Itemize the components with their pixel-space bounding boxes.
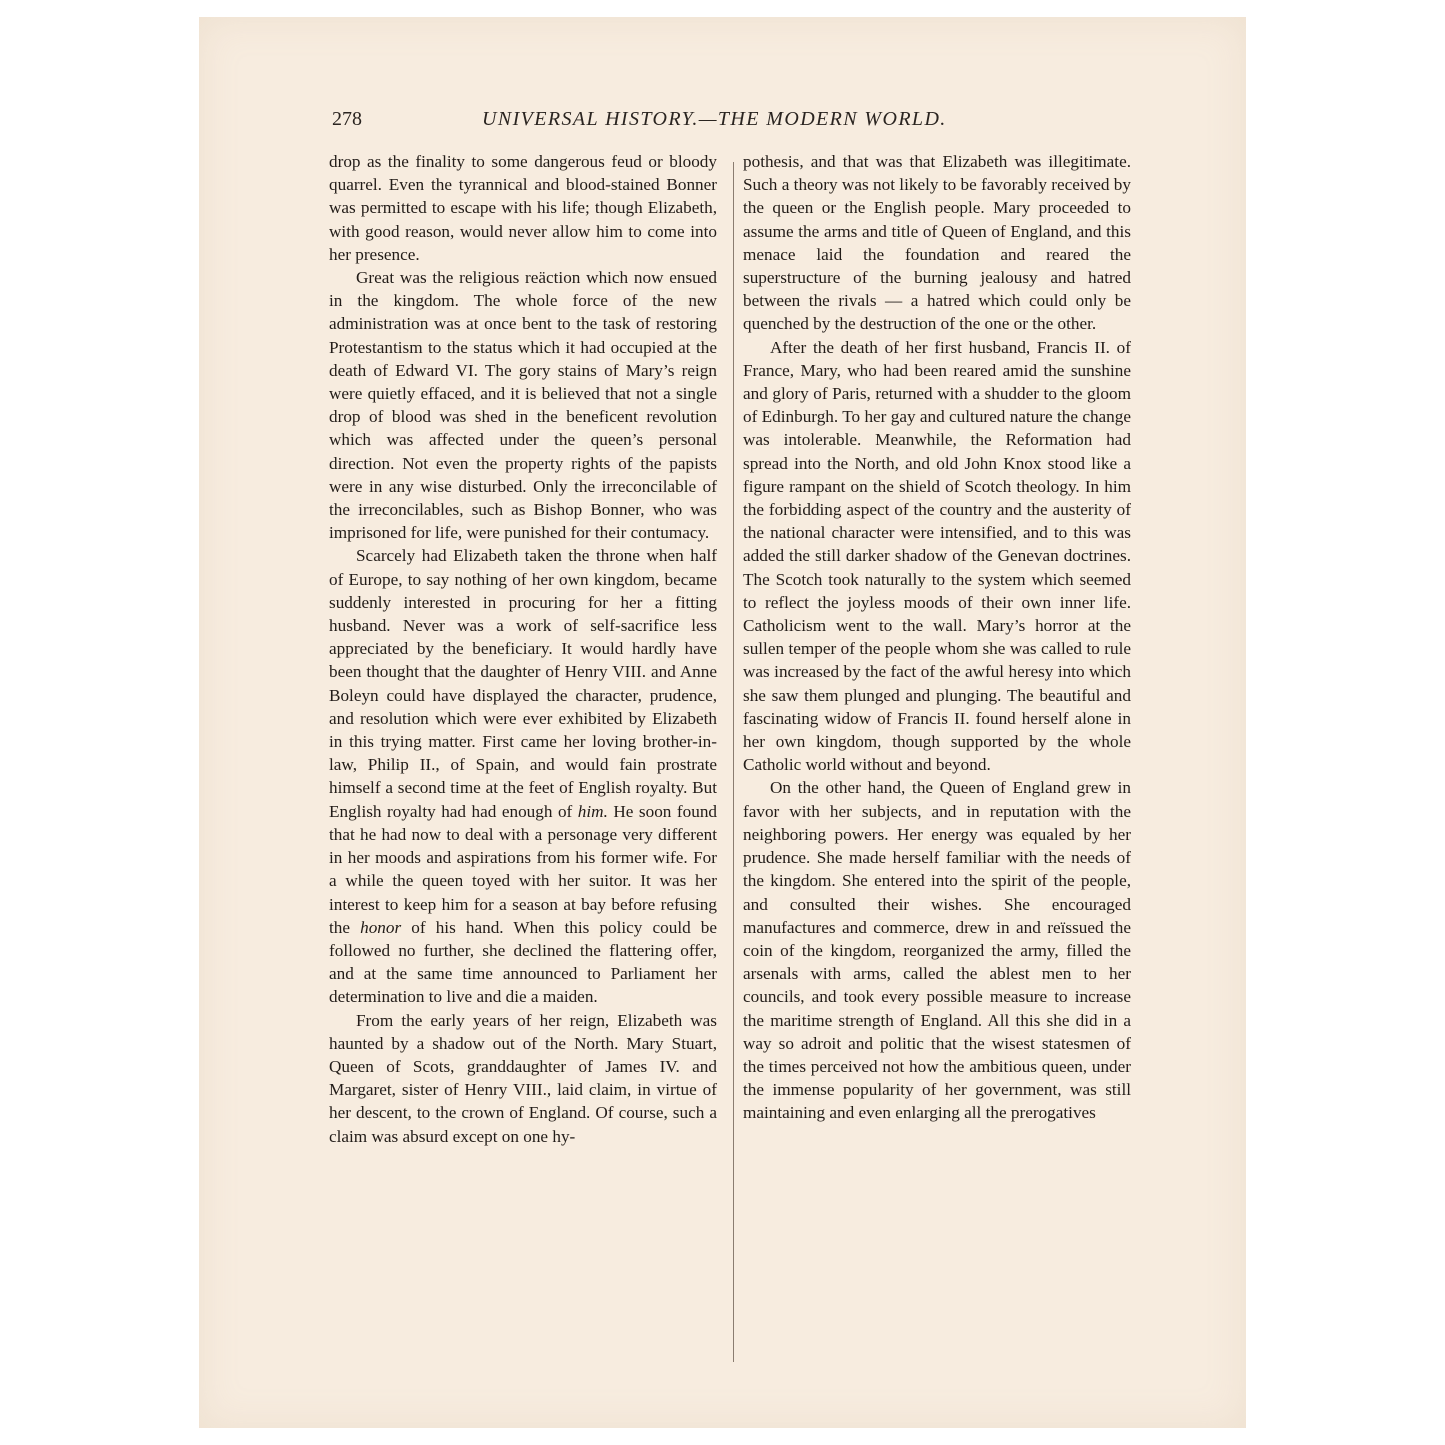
paragraph: Great was the religious reäction which now ensued in the kingdom. The whole force of the new administration was at once bent to the task of restoring Protestantism to the status which it had occupied at the death of Edward VI. The gory stains of Mary’s reign were quietly effaced, and it is believed that not a single drop of blood was shed in the beneficent revolution which was affected under the queen’s personal direction. Not even the property rights of the papists were in any wise disturbed. Only the irreconcilable of the irreconcilables, such as Bishop Bonner, who was imprisoned for life, were punished for their contumacy. — [329, 268, 717, 543]
paragraph: On the other hand, the Queen of England grew in favor with her subjects, and in reputation with the neighboring powers. Her energy was equaled by her prudence. She made herself familiar with the needs of the kingdom. She entered into the spirit of the people, and consulted their wishes. She encouraged manufactures and commerce, drew in and reïssued the coin of the kingdom, reorganized the army, filled the arsenals with arms, called the ablest men to her councils, and took every possible measure to increase the maritime strength of England. All this she did in a way so adroit and politic that the wisest statesmen of the times perceived not how the ambitious queen, under the immense popularity of her government, was still maintaining and even enlarging all the prerogatives — [743, 778, 1131, 1123]
running-title: UNIVERSAL HISTORY.—THE MODERN WORLD. — [482, 108, 947, 130]
paragraph-text: Scarcely had Elizabeth taken the throne when half of Europe, to say nothing of her own kingdom, became suddenly interested in procuring for her a fitting husband. Never was a work of self-sacrifice less appreciated by the beneficiary. It would hardly have been thought that the daughter of Henry VIII. and Anne Boleyn could have displayed the character, prudence, and resolution which were ever exhibited by Elizabeth in this trying matter. First came her loving brother-in-law, Philip II., of Spain, and would fain prostrate himself a second time at the feet of English royalty. But English royalty had had enough of — [329, 546, 717, 821]
paragraph: After the death of her first husband, Francis II. of France, Mary, who had been reared amid the sunshine and glory of Paris, returned with a shudder to the gloom of Edinburgh. To her gay and cultured nature the change was intolerable. Meanwhile, the Reformation had spread into the North, and old John Knox stood like a figure rampant on the shield of Scotch theology. In him the forbidding aspect of the country and the austerity of the national character were intensified, and to this was added the still darker shadow of the Genevan doctrines. The Scotch took naturally to the system which seemed to reflect the joyless moods of their own inner life. Catholicism went to the wall. Mary’s horror at the sullen temper of the people whom she was called to rule was increased by the fact of the awful heresy into which she saw them plunged and plunging. The beautiful and fascinating widow of Francis II. found herself alone in her own kingdom, though supported by the whole Catholic world without and beyond. — [743, 337, 1131, 775]
left-column — [329, 150, 717, 1148]
italic-text: honor — [360, 917, 402, 937]
paragraph: drop as the finality to some dangerous feud or bloody quarrel. Even the tyrannical and blood-stained Bonner was permitted to escape with his life; though Elizabeth, with good reason, would never allow him to come into her presence. — [329, 152, 717, 264]
page-number: 278 — [332, 108, 362, 130]
italic-text: him. — [577, 801, 608, 821]
paragraph-text: of his hand. When this policy could be followed no further, she declined the flattering offer, and at the same time announced to Parliament her determination to live and die a maiden. — [329, 917, 718, 1007]
paragraph — [329, 544, 717, 1008]
paragraph: pothesis, and that was that Elizabeth was illegitimate. Such a theory was not likely to be favorably received by the queen or the English people. Mary proceeded to assume the arms and title of Queen of England, and this menace laid the foundation and reared the superstructure of the burning jealousy and hatred between the rivals — a hatred which could only be quenched by the destruction of the one or the other. — [743, 152, 1131, 334]
book-page — [199, 17, 1246, 1428]
page-header — [332, 108, 1144, 138]
paragraph: From the early years of her reign, Elizabeth was haunted by a shadow out of the North. Mary Stuart, Queen of Scots, granddaughter of James IV. and Margaret, sister of Henry VIII., laid claim, in virtue of her descent, to the crown of England. Of course, such a claim was absurd except on one hy- — [329, 1010, 717, 1146]
column-divider — [733, 162, 734, 1362]
paragraph-text: He soon found that he had now to deal with a personage very different in her moods and aspirations from his former wife. For a while the queen toyed with her suitor. It was her interest to keep him for a season at bay before refusing the — [329, 801, 718, 937]
right-column — [743, 150, 1131, 1125]
